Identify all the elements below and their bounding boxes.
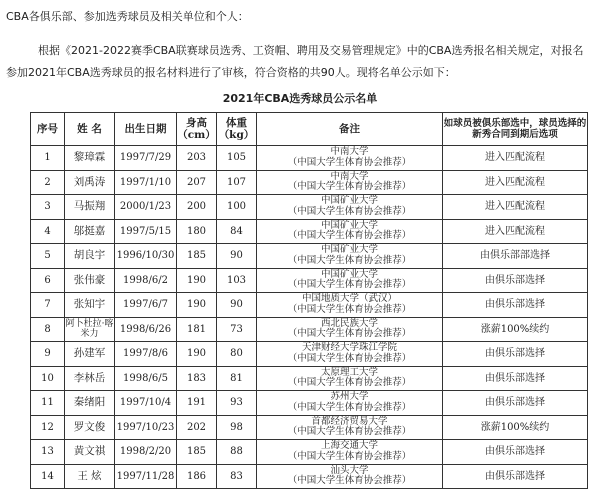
player-name: 黄文祺 [65,440,115,465]
note-cell [257,342,443,367]
weight-kg: 93 [217,391,257,416]
greeting-line: CBA各俱乐部、参加选秀球员及相关单位和个人： [6,10,249,23]
recommendation-note: （中国大学生体育协会推荐） [287,230,412,242]
table-row [31,293,588,318]
note-cell [257,464,443,489]
birth-date: 1997/7/29 [115,146,177,171]
height-cm: 185 [177,244,217,269]
contract-option: 由俱乐部选择 [443,366,588,391]
recommendation-note: （中国大学生体育协会推荐） [287,426,412,438]
row-number: 13 [31,440,65,465]
weight-kg: 107 [217,170,257,195]
header-dob: 出生日期 [115,113,177,146]
birth-date: 1997/8/6 [115,342,177,367]
intro-paragraph: 根据《2021-2022赛季CBA联赛球员选秀、工资帽、聘用及交易管理规定》中的CBA选秀报名相关规定，对报名参加2021年CBA选秀球员的报名材料进行了审核，符合资格的共90人。现将名单公示如下： [6,44,584,79]
birth-date: 1998/6/2 [115,268,177,293]
weight-kg: 73 [217,317,257,342]
table-header-row [31,113,588,146]
row-number: 10 [31,366,65,391]
recommendation-note: （中国大学生体育协会推荐） [287,401,412,413]
table-row [31,464,588,489]
row-number: 1 [31,146,65,171]
note-cell [257,391,443,416]
note-cell [257,415,443,440]
height-cm: 191 [177,391,217,416]
player-name: 黎璋霖 [65,146,115,171]
table-row [31,244,588,269]
weight-kg: 84 [217,219,257,244]
height-cm: 186 [177,464,217,489]
table-title: 2021年CBA选秀球员公示名单 [222,92,378,105]
birth-date: 1997/1/10 [115,170,177,195]
note-cell [257,170,443,195]
contract-option: 由俱乐部选择 [443,440,588,465]
note-cell [257,440,443,465]
header-height-label: 身高 [186,117,207,129]
note-cell [257,366,443,391]
header-weight [217,113,257,146]
birth-date: 1998/6/5 [115,366,177,391]
contract-option: 涨薪100%续约 [443,317,588,342]
contract-option: 由俱乐部选择 [443,293,588,318]
height-cm: 183 [177,366,217,391]
weight-kg: 83 [217,464,257,489]
height-cm: 185 [177,440,217,465]
header-name: 姓 名 [65,113,115,146]
height-cm: 202 [177,415,217,440]
recommendation-note: （中国大学生体育协会推荐） [287,328,412,340]
row-number: 11 [31,391,65,416]
weight-kg: 90 [217,293,257,318]
birth-date: 1997/5/15 [115,219,177,244]
school-name: 中南大学 [330,170,369,182]
school-name: 汕头大学 [330,464,369,476]
header-weight-unit: （kg） [218,129,255,141]
contract-option: 涨薪100%续约 [443,415,588,440]
recommendation-note: （中国大学生体育协会推荐） [287,181,412,193]
table-row [31,268,588,293]
header-height [177,113,217,146]
contract-option: 进入匹配流程 [443,219,588,244]
row-number: 8 [31,317,65,342]
weight-kg: 80 [217,342,257,367]
weight-kg: 88 [217,440,257,465]
height-cm: 200 [177,195,217,220]
draft-list-table [30,112,588,489]
recommendation-note: （中国大学生体育协会推荐） [287,352,412,364]
table-row [31,366,588,391]
player-name: 张知宇 [65,293,115,318]
contract-option: 进入匹配流程 [443,170,588,195]
recommendation-note: （中国大学生体育协会推荐） [287,450,412,462]
weight-kg: 105 [217,146,257,171]
player-name: 胡良宇 [65,244,115,269]
table-row [31,440,588,465]
school-name: 太原理工大学 [320,366,378,378]
school-name: 中国矿业大学 [320,195,378,207]
school-name: 中南大学 [330,146,369,158]
weight-kg: 100 [217,195,257,220]
weight-kg: 90 [217,244,257,269]
recommendation-note: （中国大学生体育协会推荐） [287,156,412,168]
note-cell [257,317,443,342]
player-name: 邬挺嘉 [65,219,115,244]
school-name: 中国矿业大学 [320,268,378,280]
row-number: 3 [31,195,65,220]
header-note: 备注 [257,113,443,146]
note-cell [257,219,443,244]
table-row [31,391,588,416]
school-name: 天津财经大学珠江学院 [301,342,397,354]
table-row [31,219,588,244]
recommendation-note: （中国大学生体育协会推荐） [287,303,412,315]
contract-option: 由俱乐部选择 [443,342,588,367]
header-weight-label: 体重 [226,117,247,129]
contract-option: 由俱乐部选择 [443,391,588,416]
height-cm: 203 [177,146,217,171]
recommendation-note: （中国大学生体育协会推荐） [287,279,412,291]
row-number: 9 [31,342,65,367]
row-number: 12 [31,415,65,440]
player-name: 刘禹涛 [65,170,115,195]
school-name: 西北民族大学 [320,317,378,329]
table-row [31,146,588,171]
recommendation-note: （中国大学生体育协会推荐） [287,377,412,389]
note-cell [257,293,443,318]
recommendation-note: （中国大学生体育协会推荐） [287,475,412,487]
player-name: 秦绪阳 [65,391,115,416]
weight-kg: 98 [217,415,257,440]
height-cm: 190 [177,268,217,293]
birth-date: 1997/10/4 [115,391,177,416]
weight-kg: 81 [217,366,257,391]
player-name: 阿卜杜拉·喀米力 [65,317,115,342]
row-number: 4 [31,219,65,244]
table-row [31,317,588,342]
row-number: 6 [31,268,65,293]
player-name: 罗文俊 [65,415,115,440]
recommendation-note: （中国大学生体育协会推荐） [287,205,412,217]
birth-date: 1998/6/26 [115,317,177,342]
contract-option: 由俱乐部部选择 [443,244,588,269]
note-cell [257,146,443,171]
player-name: 张伟豪 [65,268,115,293]
school-name: 中国矿业大学 [320,219,378,231]
table-row [31,415,588,440]
height-cm: 181 [177,317,217,342]
row-number: 2 [31,170,65,195]
table-row [31,342,588,367]
header-height-unit: （cm） [177,129,216,141]
contract-option: 由俱乐部选择 [443,268,588,293]
row-number: 5 [31,244,65,269]
player-name: 马振翔 [65,195,115,220]
player-name: 王 炫 [65,464,115,489]
player-name: 李林岳 [65,366,115,391]
birth-date: 1996/10/30 [115,244,177,269]
note-cell [257,268,443,293]
weight-kg: 103 [217,268,257,293]
school-name: 中国地质大学（武汉） [301,293,397,305]
birth-date: 2000/1/23 [115,195,177,220]
birth-date: 1997/11/28 [115,464,177,489]
contract-option: 由俱乐部选择 [443,464,588,489]
header-selection-option: 如球员被俱乐部选中，球员选择的新秀合同到期后选项 [443,113,588,146]
note-cell [257,195,443,220]
contract-option: 进入匹配流程 [443,146,588,171]
height-cm: 207 [177,170,217,195]
height-cm: 190 [177,293,217,318]
height-cm: 190 [177,342,217,367]
row-number: 14 [31,464,65,489]
row-number: 7 [31,293,65,318]
table-row [31,170,588,195]
table-row [31,195,588,220]
school-name: 首都经济贸易大学 [311,415,388,427]
header-no: 序号 [31,113,65,146]
birth-date: 1997/6/7 [115,293,177,318]
school-name: 苏州大学 [330,391,369,403]
birth-date: 1998/2/20 [115,440,177,465]
school-name: 上海交通大学 [320,440,378,452]
player-name: 孙建军 [65,342,115,367]
height-cm: 180 [177,219,217,244]
birth-date: 1997/10/23 [115,415,177,440]
note-cell [257,244,443,269]
school-name: 中国矿业大学 [320,244,378,256]
contract-option: 进入匹配流程 [443,195,588,220]
recommendation-note: （中国大学生体育协会推荐） [287,254,412,266]
